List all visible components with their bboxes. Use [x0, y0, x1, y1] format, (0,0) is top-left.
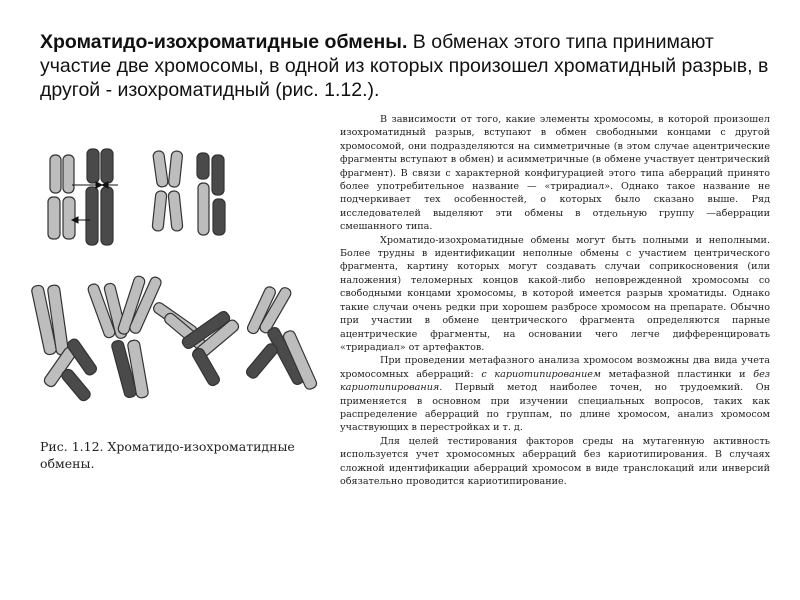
heading-bold: Хроматидо-изохроматидные обмены.	[40, 31, 408, 53]
body-text	[340, 113, 770, 488]
chromosome-light-2	[152, 150, 183, 231]
paragraph-3-part-c: . Первый метод наиболее точен, но трудоемкий. Он применяется в основном при изучении специальных вопросов, таких как распределение аберраций по группам, по длине хромосом, анализ хромосом участвующих в перестройках и т. д.	[340, 382, 770, 434]
paragraph-1: В зависимости от того, какие элементы хромосомы, в которой произошел изохроматидный разрыв, вступают в обмен свободными концами с другой хромосомой, они подразделяются на симметричные (в этом случае ацентрические фрагменты вступают в обмен) и асимметричные (в обмене участвует центрический фрагмент). В связи с характерной конфигурацией этого типа аберраций принято более употребительное название — «трирадиал». Однако такое название не подчеркивает тех особенностей, о которых было сказано выше. Ряд исследователей выделяют эти обмены в отдельную группу —аберрации смешанного типа.	[340, 114, 770, 233]
chromosome-dark-2	[197, 153, 225, 235]
triradial-4	[245, 285, 319, 391]
chromosome-dark-1	[86, 149, 113, 245]
paragraph-4: Для целей тестирования факторов среды на мутагенную активность используется учет хромосомных аберраций без кариотипирования. В случаях сложной идентификации аберраций хромосом в виде транслокаций или инверсий обязательно проводится кариотипирование.	[340, 435, 770, 487]
heading-rest: В обменах этого типа принимают участие две хромосомы, в одной из которых произошел хроматидный разрыв, в другой - изохроматидный (рис. 1.12.).	[40, 31, 769, 101]
paragraph-3-part-b: метафазной пластинки и	[600, 368, 754, 380]
chromosome-light-1	[48, 155, 75, 239]
triradial-1	[31, 285, 99, 403]
paragraph-3-italic-2: без кариотипирования	[340, 368, 771, 394]
figure-caption: Рис. 1.12. Хроматидо-изохроматидные обмены.	[40, 439, 295, 471]
paragraph-2: Хроматидо-изохроматидные обмены могут быть полными и неполными. Более трудны в идентификации неполные обмены с участием центрического фрагмента, картину которых могут создавать случаи соприкосновения (или наложения) теломерных концов какой-либо неповрежденной хромосомы со свободными концами хромосомы, в которой имеется разрыв хроматиды. Однако такие случаи очень редки при хорошем разбросе хромосом на препарате. Обычно при участии в обмене центрического фрагмента определяются парные ацентрические фрагменты, на основании чего легче дифференцировать «трирадиал» от артефактов.	[340, 234, 770, 353]
paragraph-3	[340, 354, 770, 434]
triradial-3	[152, 301, 241, 388]
section-heading	[40, 30, 780, 102]
triradial-2	[87, 275, 163, 399]
paragraph-3-part-a: При проведении метафазного анализа хромосом возможны два вида учета хромосомных аберраций:	[340, 355, 770, 380]
chromosome-figure	[30, 135, 330, 425]
paragraph-3-italic-1: с кариотипированием	[481, 368, 601, 380]
